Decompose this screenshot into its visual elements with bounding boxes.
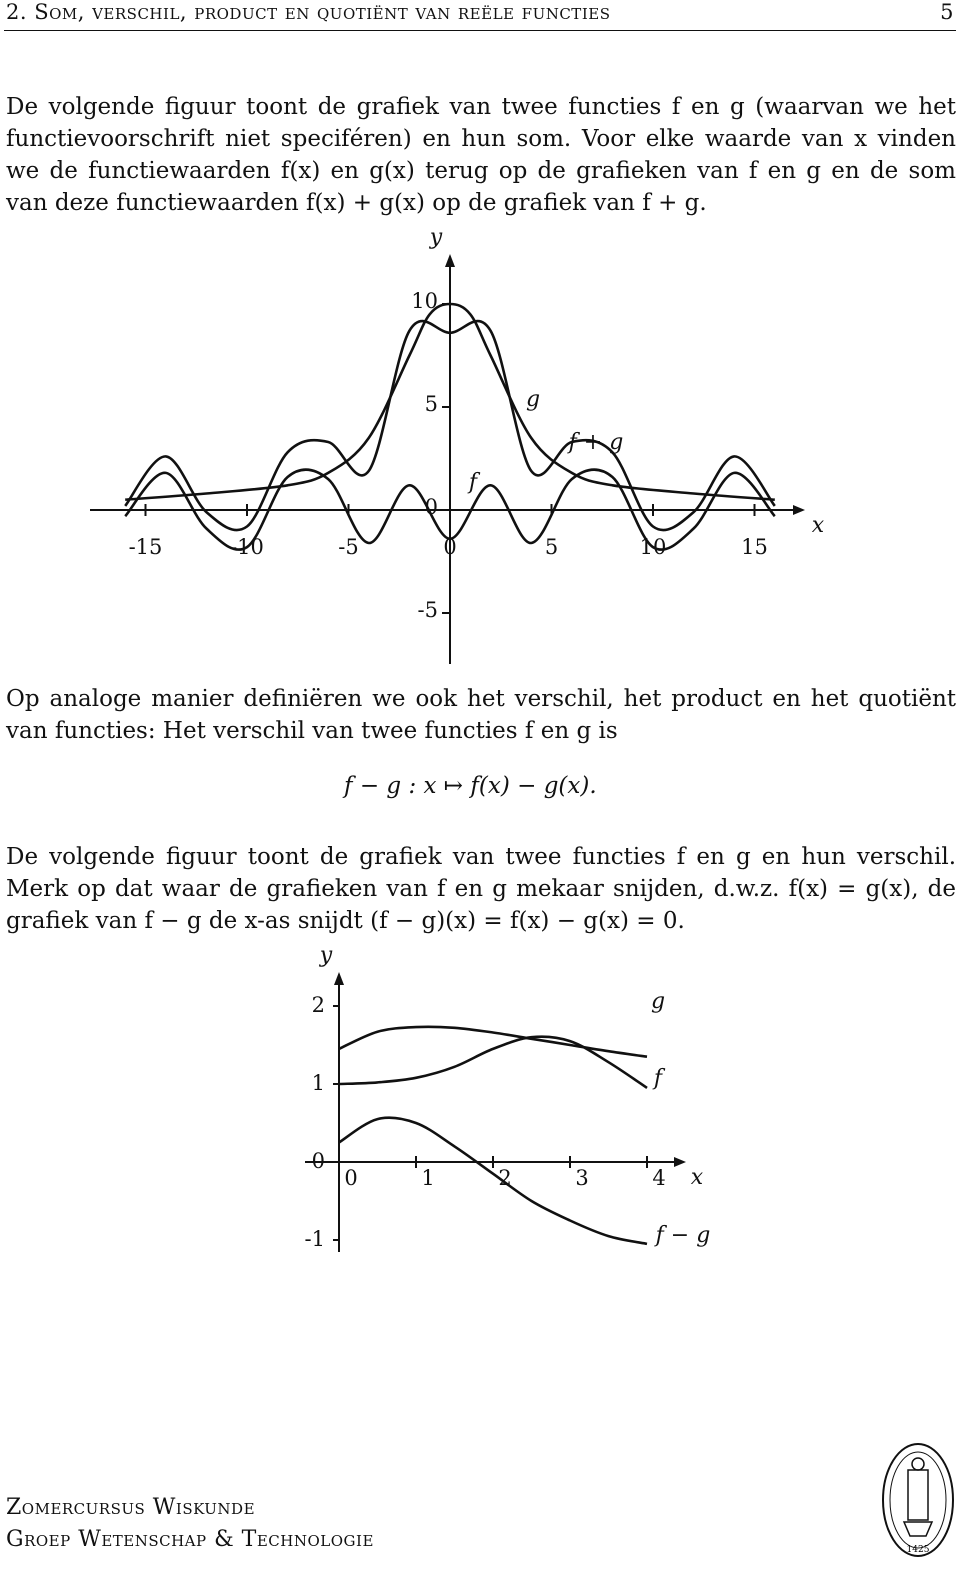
paragraph-difference-figure: De volgende figuur toont de grafiek van twee functies f en g en hun verschil. Merk op dat waar de grafieken van f en g mekaar snijden, d.w.z. f(x) = g(x), de grafiek van f − g de x-as snijdt (f − g)(x) = f(x) − g(x) = 0. — [6, 844, 956, 934]
x-tick-label: 1 — [421, 1166, 435, 1190]
section-title: 2. Som, verschil, product en quotiënt van reële functies — [6, 0, 611, 24]
difference-graph-axes — [305, 972, 686, 1252]
x-tick-label: -10 — [230, 535, 264, 559]
paragraph-difference-definition: Op analoge manier definiëren we ook het verschil, het product en het quotiënt van functies: Het verschil van twee functies f en g is — [6, 686, 956, 744]
series-label-g: g — [650, 989, 666, 1014]
footer-faculty-name: Groep Wetenschap & Technologie — [6, 1527, 374, 1552]
y-tick-label: 1 — [311, 1071, 325, 1095]
y-tick-label: 0 — [424, 495, 438, 519]
x-tick-label: -5 — [338, 535, 359, 559]
x-tick-label: 5 — [544, 535, 559, 559]
x-axis-label: x — [690, 1165, 704, 1190]
series-label-f: f — [468, 470, 478, 495]
page-number: 5 — [940, 0, 954, 24]
y-axis-label: y — [429, 225, 443, 250]
series-label-f: f — [653, 1066, 663, 1091]
y-tick-label: 0 — [311, 1149, 325, 1173]
series-label-f-g: f − g — [655, 1223, 711, 1248]
x-tick-label: 10 — [639, 535, 667, 559]
x-axis-arrow — [793, 505, 805, 515]
x-tick-label: 2 — [498, 1166, 512, 1190]
x-tick-label: 4 — [652, 1166, 666, 1190]
paragraph-intro-sum: De volgende figuur toont de grafiek van twee functies f en g (waarvan we het functievoorschrift niet speciféren) en hun som. Voor elke waarde van x vinden we de functiewaarden f(x) en g(x) terug op de grafieken van f en g en de som van deze functiewaarden f(x) + g(x) op de grafiek van f + g. — [6, 94, 956, 216]
difference-formula: f − g : x ↦ f(x) − g(x). — [344, 773, 597, 799]
series-label-f-g: f + g — [568, 430, 624, 455]
y-axis-label: y — [319, 943, 333, 968]
difference-graph-lines — [339, 1027, 647, 1244]
x-axis-arrow — [674, 1157, 686, 1167]
series-line-g — [339, 1027, 647, 1057]
y-tick-label: -1 — [304, 1227, 325, 1251]
sum-graph-axes — [90, 254, 805, 664]
y-tick-label: 2 — [311, 993, 325, 1017]
difference-graph — [0, 940, 960, 1260]
x-tick-label: -15 — [128, 535, 163, 559]
x-tick-label: 0 — [344, 1166, 358, 1190]
difference-graph-labels — [305, 943, 711, 1251]
x-tick-label: 15 — [741, 535, 768, 559]
series-label-g: g — [525, 387, 541, 412]
y-axis-arrow — [445, 254, 455, 267]
series-line-f — [339, 1037, 647, 1088]
footer-course-name: Zomercursus Wiskunde — [6, 1495, 256, 1520]
x-tick-label: 0 — [443, 535, 457, 559]
y-axis-arrow — [334, 972, 344, 985]
y-tick-label: 10 — [411, 289, 438, 313]
y-tick-label: -5 — [417, 598, 438, 622]
series-line-f-g — [339, 1118, 647, 1244]
x-axis-label: x — [811, 513, 825, 538]
page-header — [4, 0, 956, 31]
sum-graph — [0, 224, 960, 674]
y-tick-label: 5 — [424, 392, 438, 416]
university-seal-logo — [880, 1440, 956, 1560]
seal-year: 1425 — [906, 1545, 930, 1555]
sum-graph-labels — [129, 225, 825, 622]
x-tick-label: 3 — [575, 1166, 589, 1190]
